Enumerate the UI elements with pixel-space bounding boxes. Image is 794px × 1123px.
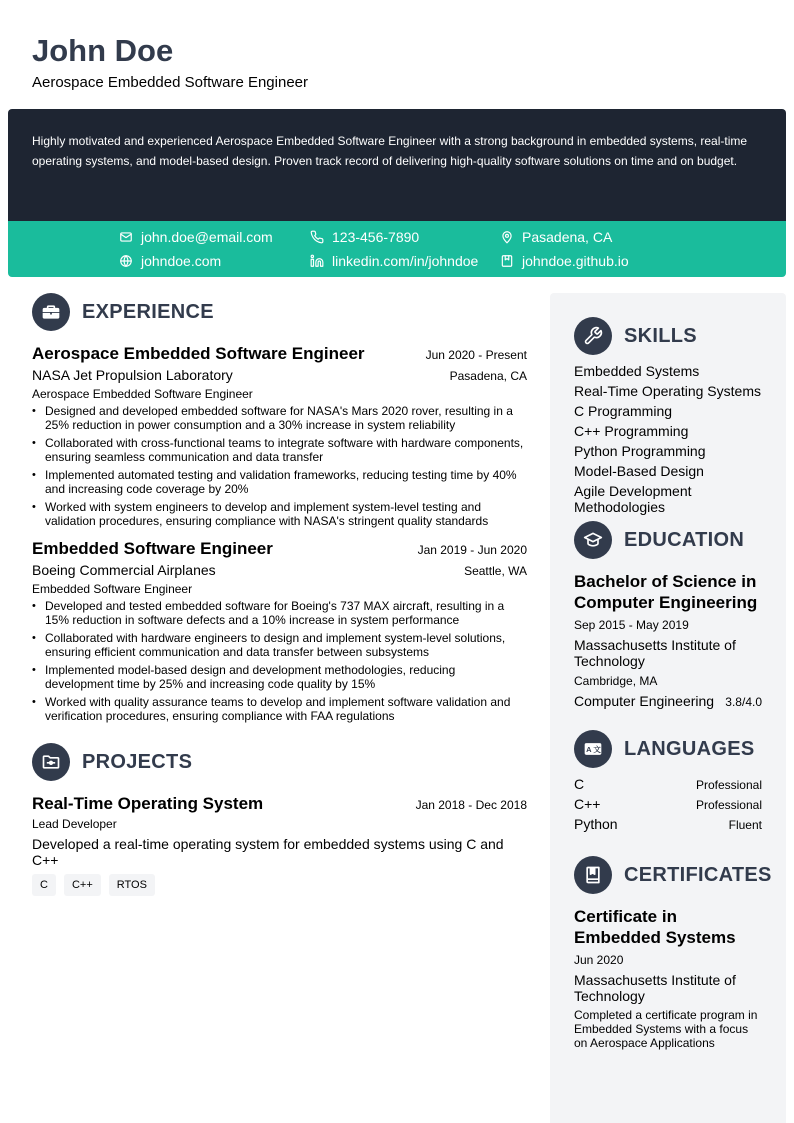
job-location: Seattle, WA: [464, 564, 527, 578]
education-entry: [574, 571, 762, 710]
project-tag: C++: [64, 874, 101, 896]
project-tag: C: [32, 874, 56, 896]
job-dates: Jan 2019 - Jun 2020: [417, 543, 527, 557]
skill-item: C++ Programming: [574, 423, 689, 439]
job-role: Embedded Software Engineer: [32, 582, 193, 596]
globe-icon: [119, 254, 133, 268]
mail-icon: [119, 230, 133, 244]
skills-list: [574, 363, 762, 515]
language-level: Fluent: [728, 818, 762, 832]
contact-website-text: johndoe.com: [141, 253, 222, 269]
certificate-description: Completed a certificate program in Embedded Systems with a focus on Aerospace Applications: [574, 1008, 758, 1050]
contact-location-text: Pasadena, CA: [522, 229, 613, 245]
contact-linkedin-text: linkedin.com/in/johndoe: [332, 253, 479, 269]
skills-heading: SKILLS: [624, 324, 697, 347]
resume-header: [32, 32, 308, 91]
contact-bar: [8, 221, 786, 277]
education-gpa: 3.8/4.0: [725, 695, 762, 709]
certificate-date: Jun 2020: [574, 953, 624, 967]
contact-email-text: john.doe@email.com: [141, 229, 273, 245]
project-title: Real-Time Operating System: [32, 794, 264, 813]
project-tags: [32, 874, 527, 896]
summary-contact-banner: [8, 109, 786, 277]
job-company: Boeing Commercial Airplanes: [32, 562, 216, 578]
project-role: Lead Developer: [32, 817, 117, 831]
job-bullet: • Developed and tested embedded software for Boeing's 737 MAX aircraft, resulting in a 15% reduction in software defects and a 10% increase in system performance: [32, 599, 527, 627]
language-level: Professional: [695, 798, 762, 812]
education-field: Computer Engineering: [574, 693, 715, 709]
skill-item: Model-Based Design: [574, 463, 704, 479]
projects-section-header: [32, 743, 527, 781]
education-dates: Sep 2015 - May 2019: [574, 618, 689, 632]
experience-heading: EXPERIENCE: [82, 300, 214, 323]
education-degree: Bachelor of Science in Computer Engineering: [574, 572, 758, 612]
education-heading: EDUCATION: [624, 528, 745, 551]
certificate-entry: [574, 906, 762, 1050]
job-bullet: • Collaborated with cross-functional teams to integrate software with hardware components, ensuring seamless communication and data transfer: [32, 436, 527, 464]
job-bullet: • Collaborated with hardware engineers to design and implement system-level solutions, ensuring efficient communication and data transfer between subsystems: [32, 631, 527, 659]
education-location: Cambridge, MA: [574, 674, 658, 688]
contact-github[interactable]: [500, 251, 629, 271]
skills-section-header: [574, 317, 762, 355]
experience-entry: [32, 538, 527, 723]
contact-linkedin[interactable]: [310, 251, 478, 271]
linkedin-icon: [310, 254, 324, 268]
job-company: NASA Jet Propulsion Laboratory: [32, 367, 233, 383]
certificates-section-header: [574, 856, 772, 894]
skill-item: Python Programming: [574, 443, 706, 459]
experience-entry: [32, 343, 527, 528]
project-dates: Jan 2018 - Dec 2018: [415, 798, 527, 812]
job-bullet: • Worked with quality assurance teams to develop and implement software validation and verification procedures, ensuring compliance with FAA regulations: [32, 695, 527, 723]
project-entry: [32, 793, 527, 896]
phone-icon: [310, 230, 324, 244]
contact-phone-text: 123-456-7890: [332, 229, 420, 245]
graduation-cap-icon: [574, 521, 612, 559]
svg-text:文: 文: [593, 744, 601, 754]
contact-website[interactable]: [119, 251, 221, 271]
project-tag: RTOS: [109, 874, 155, 896]
projects-heading: PROJECTS: [82, 750, 193, 773]
wrench-icon: [574, 317, 612, 355]
language-row: [574, 796, 762, 816]
skill-item: Agile Development Methodologies: [574, 483, 692, 515]
project-description: Developed a real-time operating system for embedded systems using C and C++: [32, 836, 504, 868]
contact-email[interactable]: [119, 227, 273, 247]
languages-heading: LANGUAGES: [624, 737, 755, 760]
language-level: Professional: [695, 778, 762, 792]
contact-phone[interactable]: [310, 227, 419, 247]
job-dates: Jun 2020 - Present: [425, 348, 527, 362]
translate-icon: [574, 730, 612, 768]
language-row: [574, 816, 762, 836]
briefcase-icon: [32, 293, 70, 331]
job-bullet: • Designed and developed embedded software for NASA's Mars 2020 rover, resulting in a 25% reduction in power consumption and a 30% increase in system reliability: [32, 404, 527, 432]
job-title: Aerospace Embedded Software Engineer: [32, 344, 365, 363]
certificates-heading: CERTIFICATES: [624, 863, 772, 886]
language-row: [574, 776, 762, 796]
skill-item: C Programming: [574, 403, 673, 419]
certificate-book-icon: [574, 856, 612, 894]
job-bullets: [32, 404, 527, 528]
folder-icon: [32, 743, 70, 781]
languages-section-header: [574, 730, 762, 768]
job-bullet: • Implemented automated testing and validation frameworks, reducing testing time by 40% and increasing code coverage by 20%: [32, 468, 527, 496]
language-name: C: [574, 776, 585, 792]
education-section-header: [574, 521, 762, 559]
job-location: Pasadena, CA: [449, 369, 527, 383]
candidate-title: Aerospace Embedded Software Engineer: [32, 74, 309, 91]
map-pin-icon: [500, 230, 514, 244]
contact-location: [500, 227, 612, 247]
job-bullet: • Worked with system engineers to develop and implement system-level testing and validation procedures, ensuring compliance with NASA's stringent quality standards: [32, 500, 527, 528]
certificate-title: Certificate in Embedded Systems: [574, 907, 736, 947]
job-bullet: • Implemented model-based design and development methodologies, reducing development time by 25% and increasing code quality by 15%: [32, 663, 527, 691]
summary-text: Highly motivated and experienced Aerospace Embedded Software Engineer with a strong background in embedded systems, real-time operating systems, and model-based design. Proven track record of delivering high-quality software solutions on time and on budget.: [8, 109, 786, 221]
certificate-issuer: Massachusetts Institute of Technology: [574, 972, 736, 1004]
language-name: Python: [574, 816, 618, 832]
skill-item: Embedded Systems: [574, 363, 700, 379]
portfolio-icon: [500, 254, 514, 268]
sidebar: [550, 293, 786, 1123]
contact-github-text: johndoe.github.io: [522, 253, 629, 269]
job-role: Aerospace Embedded Software Engineer: [32, 387, 253, 401]
skill-item: Real-Time Operating Systems: [574, 383, 761, 399]
svg-text:A: A: [586, 744, 592, 754]
language-name: C++: [574, 796, 601, 812]
job-bullets: [32, 599, 527, 723]
experience-section-header: [32, 293, 527, 331]
candidate-name: John Doe: [32, 33, 174, 68]
languages-list: [574, 776, 762, 836]
job-title: Embedded Software Engineer: [32, 539, 273, 558]
education-school: Massachusetts Institute of Technology: [574, 637, 736, 669]
main-column: [32, 293, 527, 896]
